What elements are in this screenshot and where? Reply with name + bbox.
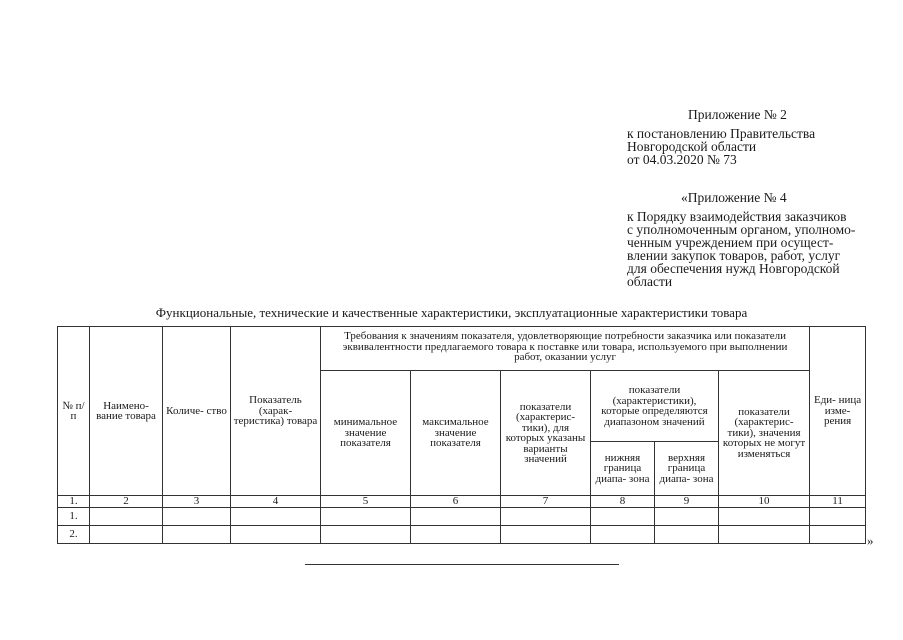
column-number: 1.	[58, 496, 90, 508]
decree-reference-line-2: Новгородской области	[627, 139, 757, 154]
header-unit: Еди- ница изме- рения	[810, 327, 866, 496]
table-row	[58, 526, 866, 544]
document-title: Функциональные, технические и качественные характеристики, эксплуатационные характеристики товара	[155, 305, 748, 320]
header-requirements: Требования к значениям показателя, удовлетворяющие потребности заказчика или показатели эквивалентности предлагаемого товара к поставке или товара, используемого при выполнении работ, оказании услуг	[321, 327, 810, 371]
order-reference-line-3: ченным учреждением при осущест-	[627, 235, 834, 250]
column-number: 10	[719, 496, 810, 508]
column-number: 3	[163, 496, 231, 508]
horizontal-rule	[305, 564, 619, 565]
header-no: № п/п	[58, 327, 90, 496]
header-quantity: Количе- ство	[163, 327, 231, 496]
table-cell[interactable]	[810, 526, 866, 544]
order-reference-line-1: к Порядку взаимодействия заказчиков	[627, 209, 847, 224]
table-cell[interactable]	[231, 526, 321, 544]
table-cell[interactable]	[501, 526, 591, 544]
column-number: 8	[591, 496, 655, 508]
table-cell[interactable]	[591, 526, 655, 544]
order-reference-line-2: с уполномоченным органом, уполномо-	[627, 222, 856, 237]
order-reference-line-5: для обеспечения нужд Новгородской	[627, 261, 840, 276]
column-number: 7	[501, 496, 591, 508]
table-cell[interactable]	[719, 508, 810, 526]
table-cell[interactable]	[163, 526, 231, 544]
column-number: 11	[810, 496, 866, 508]
table-cell[interactable]	[501, 508, 591, 526]
column-number: 9	[655, 496, 719, 508]
header-max-value: максимальное значение показателя	[411, 371, 501, 496]
table-cell[interactable]	[231, 508, 321, 526]
table-cell[interactable]	[321, 526, 411, 544]
order-reference-line-4: влении закупок товаров, работ, услуг	[627, 248, 841, 263]
appendix-4-title: «Приложение № 4	[681, 190, 787, 205]
header-range-upper: верхняя граница диапа- зона	[655, 442, 719, 496]
column-numbers-row	[58, 496, 866, 508]
header-name: Наимено- вание товара	[90, 327, 163, 496]
table-cell[interactable]	[321, 508, 411, 526]
table-cell[interactable]	[411, 526, 501, 544]
header-range: показатели (характеристики), которые определяются диапазоном значений	[591, 371, 719, 442]
header-value-variants: показатели (характерис- тики), для которых указаны варианты значений	[501, 371, 591, 496]
decree-reference-line-3: от 04.03.2020 № 73	[627, 152, 737, 167]
table-cell[interactable]	[411, 508, 501, 526]
table-cell[interactable]	[90, 526, 163, 544]
table-cell[interactable]	[655, 508, 719, 526]
header-range-lower: нижняя граница диапа- зона	[591, 442, 655, 496]
table-cell[interactable]	[90, 508, 163, 526]
header-fixed-values: показатели (характерис- тики), значения которых не могут изменяться	[719, 371, 810, 496]
decree-reference-line-1: к постановлению Правительства	[627, 126, 816, 141]
table-row	[58, 508, 866, 526]
column-number: 5	[321, 496, 411, 508]
table-cell[interactable]	[163, 508, 231, 526]
row-number: 1.	[58, 508, 90, 526]
column-number: 2	[90, 496, 163, 508]
closing-quote: »	[867, 533, 874, 548]
table-cell[interactable]	[655, 526, 719, 544]
header-min-value: минимальное значение показателя	[321, 371, 411, 496]
table-cell[interactable]	[719, 526, 810, 544]
column-number: 4	[231, 496, 321, 508]
order-reference-line-6: области	[627, 274, 673, 289]
header-indicator: Показатель (харак- теристика) товара	[231, 327, 321, 496]
table-cell[interactable]	[591, 508, 655, 526]
table-cell[interactable]	[810, 508, 866, 526]
column-number: 6	[411, 496, 501, 508]
appendix-2-title: Приложение № 2	[688, 107, 787, 122]
row-number: 2.	[58, 526, 90, 544]
characteristics-table	[57, 326, 866, 544]
